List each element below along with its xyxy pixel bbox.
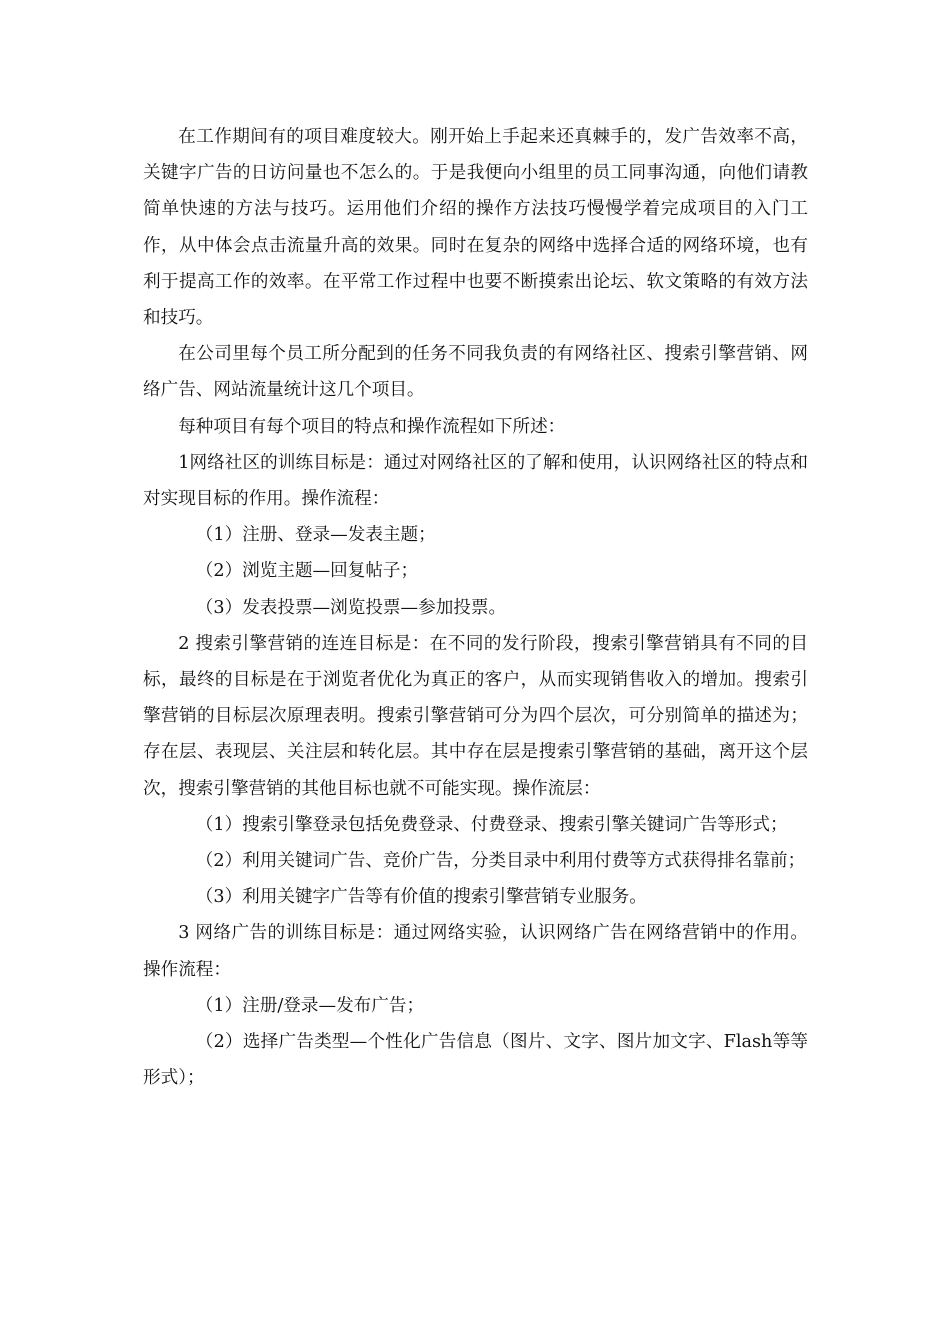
paragraph-assigned-tasks: 在公司里每个员工所分配到的任务不同我负责的有网络社区、搜索引擎营销、网络广告、网站流量统计这几个项目。 (143, 344, 808, 401)
paragraph-network-advertising: 3 网络广告的训练目标是：通过网络实验，认识网络广告在网络营销中的作用。操作流程： (143, 923, 808, 980)
paragraph-network-community: 1网络社区的训练目标是：通过对网络社区的了解和使用，认识网络社区的特点和对实现目标的作用。操作流程： (143, 452, 808, 510)
list-item: （1）注册、登录—发表主题； (195, 525, 436, 546)
list-item: （2）浏览主题—回复帖子； (195, 561, 419, 582)
paragraph-work-difficulty: 在工作期间有的项目难度较大。刚开始上手起来还真棘手的，发广告效率不高，关键字广告的日访问量也不怎么的。于是我便向小组里的员工同事沟通，向他们请教简单快速的方法与技巧。运用他们介绍的操作方法技巧慢慢学着完成项目的入门工作，从中体会点击流量升高的效果。同时在复杂的网络中选择合适的网络环境，也有利于提高工作的效率。在平常工作过程中也要不断摸索出论坛、软文策略的有效方法和技巧。 (143, 127, 808, 329)
list-item: （3）利用关键字广告等有价值的搜索引擎营销专业服务。 (195, 887, 647, 908)
list-item: （2）利用关键词广告、竞价广告，分类目录中利用付费等方式获得排名靠前； (195, 851, 806, 872)
list-item: （3）发表投票—浏览投票—参加投票。 (195, 597, 507, 618)
document-body (143, 119, 808, 1096)
list-item: （1）搜索引擎登录包括免费登录、付费登录、搜索引擎关键词广告等形式； (195, 814, 788, 835)
paragraph-search-engine-marketing: 2 搜索引擎营销的连连目标是：在不同的发行阶段，搜索引擎营销具有不同的目标，最终的目标是在于浏览者优化为真正的客户，从而实现销售收入的增加。搜索引擎营销的目标层次原理表明。搜索引擎营销可分为四个层次，可分别简单的描述为；存在层、表现层、关注层和转化层。其中存在层是搜索引擎营销的基础，离开这个层次，搜索引擎营销的其他目标也就不可能实现。操作流层： (143, 633, 808, 799)
paragraph-project-intro: 每种项目有每个项目的特点和操作流程如下所述： (178, 416, 566, 437)
list-item: （1）注册/登录—发布广告； (195, 995, 425, 1016)
list-item: （2）选择广告类型—个性化广告信息（图片、文字、图片加文字、Flash等等形式）； (143, 1032, 808, 1089)
